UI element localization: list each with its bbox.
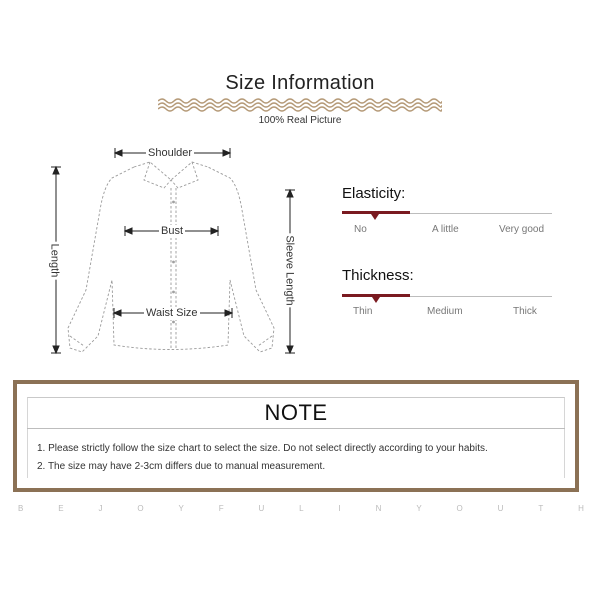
slogan-letter: H [578, 504, 584, 513]
shoulder-label: Shoulder [148, 147, 193, 159]
bust-label: Bust [161, 225, 184, 237]
slogan-be-joyful-in-youth [18, 504, 584, 513]
note-line-2: 2. The size may have 2-3cm differs due to manual measurement. [37, 461, 326, 472]
sleeve-length-label: Sleeve Length [283, 235, 296, 306]
page-subtitle: 100% Real Picture [258, 115, 342, 126]
slogan-letter: E [58, 504, 64, 513]
note-divider [27, 428, 565, 429]
waist-label: Waist Size [146, 307, 198, 319]
slogan-letter: O [456, 504, 463, 513]
thickness-option-medium: Medium [427, 306, 463, 317]
elasticity-option-very-good: Very good [499, 224, 545, 235]
shirt-size-diagram [40, 140, 320, 365]
slogan-letter: Y [178, 504, 184, 513]
slogan-letter: B [18, 504, 24, 513]
shirt-outline-illustration [40, 140, 320, 365]
length-label: Length [48, 243, 61, 278]
slogan-letter: Y [416, 504, 422, 513]
slogan-letter: L [299, 504, 304, 513]
note-line-1: 1. Please strictly follow the size chart to select the size. Do not select directly according to your habits. [37, 443, 488, 454]
slogan-letter: N [375, 504, 382, 513]
note-box [13, 380, 579, 492]
page-title: Size Information [225, 72, 375, 94]
elasticity-option-no: No [354, 224, 367, 235]
elasticity-title: Elasticity: [342, 185, 406, 202]
elasticity-option-a-little: A little [432, 224, 459, 235]
thickness-option-thick: Thick [513, 306, 537, 317]
elasticity-marker-icon [371, 214, 379, 220]
thickness-title: Thickness: [342, 267, 414, 284]
note-title: NOTE [264, 400, 328, 425]
slogan-letter: F [218, 504, 224, 513]
wave-divider [158, 97, 442, 113]
thickness-option-thin: Thin [353, 306, 373, 317]
slogan-letter: I [338, 504, 341, 513]
slogan-letter: U [258, 504, 265, 513]
slogan-letter: T [538, 504, 544, 513]
thickness-marker-icon [372, 297, 380, 303]
slogan-letter: U [497, 504, 504, 513]
slogan-letter: O [137, 504, 144, 513]
slogan-letter: J [98, 504, 103, 513]
